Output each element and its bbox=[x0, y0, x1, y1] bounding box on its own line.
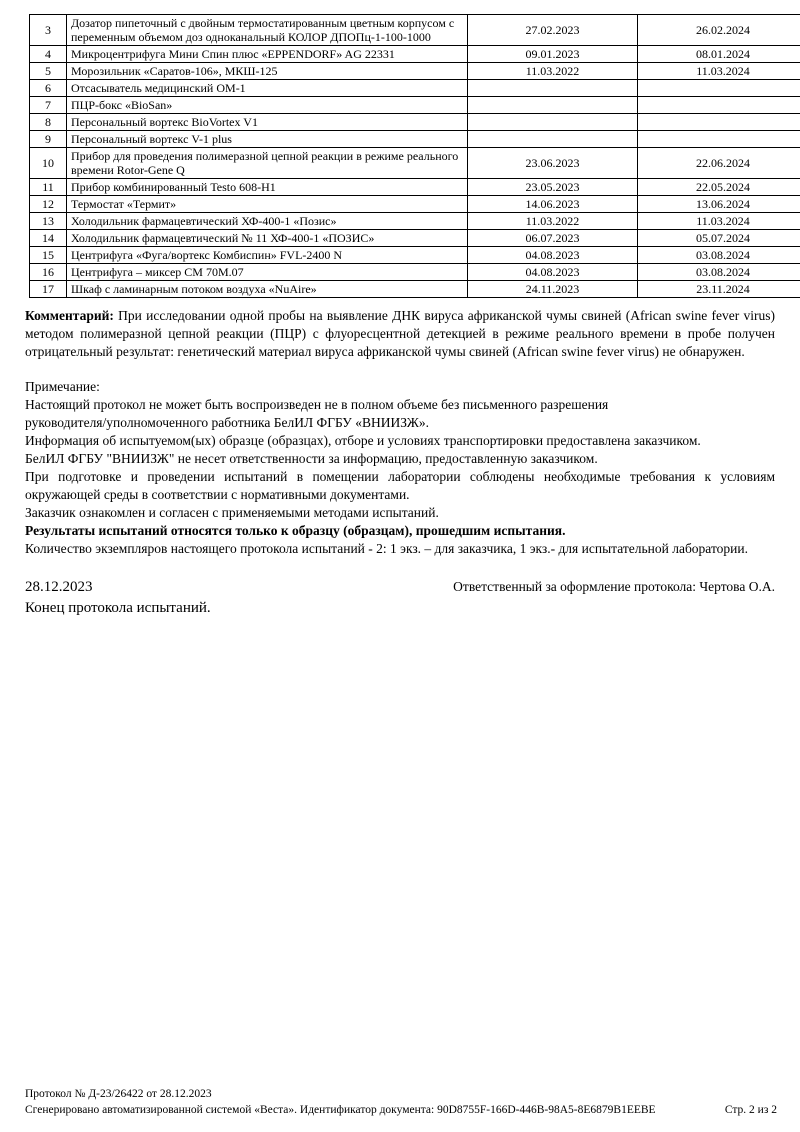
equipment-name-cell: Дозатор пипеточный с двойным термостатированным цветным корпусом с переменным объемом доз одноканальный КОЛОР ДПОПц-1-100-1000 bbox=[67, 15, 468, 46]
verification-date-cell bbox=[468, 97, 638, 114]
verification-date-cell: 11.03.2022 bbox=[468, 213, 638, 230]
row-number-cell: 10 bbox=[30, 148, 67, 179]
valid-until-date-cell: 08.01.2024 bbox=[638, 46, 800, 63]
equipment-name-cell: ПЦР-бокс «BioSan» bbox=[67, 97, 468, 114]
note-line: Примечание: bbox=[25, 379, 100, 394]
verification-date-cell: 27.02.2023 bbox=[468, 15, 638, 46]
note-line: Заказчик ознакомлен и согласен с применяемыми методами испытаний. bbox=[25, 505, 439, 520]
table-row bbox=[30, 15, 800, 46]
equipment-name-cell: Персональный вортекс BioVortex V1 bbox=[67, 114, 468, 131]
valid-until-date-cell: 03.08.2024 bbox=[638, 247, 800, 264]
row-number-cell: 5 bbox=[30, 63, 67, 80]
equipment-name-cell: Термостат «Термит» bbox=[67, 196, 468, 213]
valid-until-date-cell: 23.11.2024 bbox=[638, 281, 800, 298]
note-line: При подготовке и проведении испытаний в помещении лаборатории соблюдены необходимые требования к условиям окружающей среды в соответствии с нормативными документами. bbox=[25, 469, 775, 502]
signoff-date: 28.12.2023 bbox=[25, 579, 93, 595]
footer-generated-row bbox=[25, 1102, 777, 1118]
equipment-name-cell: Центрифуга – миксер СМ 70М.07 bbox=[67, 264, 468, 281]
signoff-section bbox=[25, 579, 775, 617]
row-number-cell: 6 bbox=[30, 80, 67, 97]
table-row bbox=[30, 179, 800, 196]
note-line: БелИЛ ФГБУ "ВНИИЗЖ" не несет ответственности за информацию, предоставленную заказчиком. bbox=[25, 451, 598, 466]
verification-date-cell bbox=[468, 131, 638, 148]
valid-until-date-cell bbox=[638, 97, 800, 114]
note-line: Информация об испытуемом(ых) образце (образцах), отборе и условиях транспортировки предоставлена заказчиком. bbox=[25, 433, 701, 448]
note-line: Настоящий протокол не может быть воспроизведен не в полном объеме без письменного разрешения bbox=[25, 397, 609, 412]
table-row bbox=[30, 63, 800, 80]
equipment-table-body bbox=[30, 15, 800, 298]
verification-date-cell: 14.06.2023 bbox=[468, 196, 638, 213]
end-of-protocol-line: Конец протокола испытаний. bbox=[25, 600, 211, 616]
valid-until-date-cell: 22.05.2024 bbox=[638, 179, 800, 196]
verification-date-cell bbox=[468, 114, 638, 131]
valid-until-date-cell: 13.06.2024 bbox=[638, 196, 800, 213]
row-number-cell: 17 bbox=[30, 281, 67, 298]
table-row bbox=[30, 97, 800, 114]
comment-text: При исследовании одной пробы на выявление ДНК вируса африканской чумы свиней (African swine fever virus) методом полимеразной цепной реакции (ПЦР) с флуоресцентной детекцией в режиме реального времени в пробе получен отрицательный результат: генетический материал вируса африканской чумы свиней (African swine fever virus) не обнаружен. bbox=[25, 308, 775, 359]
row-number-cell: 15 bbox=[30, 247, 67, 264]
notes-section bbox=[25, 378, 775, 558]
page-footer bbox=[25, 1086, 777, 1118]
verification-date-cell: 23.05.2023 bbox=[468, 179, 638, 196]
table-row bbox=[30, 46, 800, 63]
equipment-name-cell: Шкаф с ламинарным потоком воздуха «NuAire» bbox=[67, 281, 468, 298]
verification-date-cell: 23.06.2023 bbox=[468, 148, 638, 179]
equipment-name-cell: Холодильник фармацевтический ХФ-400-1 «Позис» bbox=[67, 213, 468, 230]
valid-until-date-cell bbox=[638, 80, 800, 97]
verification-date-cell: 11.03.2022 bbox=[468, 63, 638, 80]
signoff-row bbox=[25, 579, 775, 596]
table-row bbox=[30, 264, 800, 281]
table-row bbox=[30, 230, 800, 247]
equipment-name-cell: Прибор для проведения полимеразной цепной реакции в режиме реального времени Rotor-Gene Q bbox=[67, 148, 468, 179]
equipment-name-cell: Холодильник фармацевтический № 11 ХФ-400-1 «ПОЗИС» bbox=[67, 230, 468, 247]
table-row bbox=[30, 131, 800, 148]
comment-label: Комментарий: bbox=[25, 308, 114, 323]
verification-date-cell: 06.07.2023 bbox=[468, 230, 638, 247]
row-number-cell: 4 bbox=[30, 46, 67, 63]
signoff-responsible: Ответственный за оформление протокола: Чертова О.А. bbox=[453, 579, 775, 594]
row-number-cell: 7 bbox=[30, 97, 67, 114]
equipment-name-cell: Микроцентрифуга Мини Спин плюс «EPPENDORF» AG 22331 bbox=[67, 46, 468, 63]
row-number-cell: 3 bbox=[30, 15, 67, 46]
footer-generated-line: Сгенерировано автоматизированной системой «Веста». Идентификатор документа: 90D8755F-166D-446B-98A5-8E6879B1EEBE bbox=[25, 1104, 656, 1116]
valid-until-date-cell: 11.03.2024 bbox=[638, 63, 800, 80]
valid-until-date-cell bbox=[638, 131, 800, 148]
valid-until-date-cell: 22.06.2024 bbox=[638, 148, 800, 179]
table-row bbox=[30, 148, 800, 179]
table-row bbox=[30, 80, 800, 97]
note-line: Результаты испытаний относятся только к образцу (образцам), прошедшим испытания. bbox=[25, 523, 566, 538]
equipment-name-cell: Морозильник «Саратов-106», МКШ-125 bbox=[67, 63, 468, 80]
equipment-name-cell: Отсасыватель медицинский ОМ-1 bbox=[67, 80, 468, 97]
table-row bbox=[30, 213, 800, 230]
note-line: Количество экземпляров настоящего протокола испытаний - 2: 1 экз. – для заказчика, 1 экз.- для испытательной лаборатории. bbox=[25, 541, 748, 556]
valid-until-date-cell bbox=[638, 114, 800, 131]
verification-date-cell: 04.08.2023 bbox=[468, 264, 638, 281]
row-number-cell: 12 bbox=[30, 196, 67, 213]
verification-date-cell: 04.08.2023 bbox=[468, 247, 638, 264]
table-row bbox=[30, 281, 800, 298]
table-row bbox=[30, 247, 800, 264]
row-number-cell: 9 bbox=[30, 131, 67, 148]
table-row bbox=[30, 196, 800, 213]
valid-until-date-cell: 26.02.2024 bbox=[638, 15, 800, 46]
row-number-cell: 14 bbox=[30, 230, 67, 247]
document-content bbox=[25, 0, 775, 617]
valid-until-date-cell: 11.03.2024 bbox=[638, 213, 800, 230]
valid-until-date-cell: 05.07.2024 bbox=[638, 230, 800, 247]
equipment-name-cell: Центрифуга «Фуга/вортекс Комбиспин» FVL-2400 N bbox=[67, 247, 468, 264]
footer-protocol-line: Протокол № Д-23/26422 от 28.12.2023 bbox=[25, 1088, 212, 1100]
row-number-cell: 8 bbox=[30, 114, 67, 131]
row-number-cell: 11 bbox=[30, 179, 67, 196]
verification-date-cell bbox=[468, 80, 638, 97]
row-number-cell: 16 bbox=[30, 264, 67, 281]
note-line: руководителя/уполномоченного работника БелИЛ ФГБУ «ВНИИЗЖ». bbox=[25, 415, 430, 430]
equipment-table bbox=[29, 14, 800, 298]
row-number-cell: 13 bbox=[30, 213, 67, 230]
valid-until-date-cell: 03.08.2024 bbox=[638, 264, 800, 281]
comment-paragraph bbox=[25, 307, 775, 361]
verification-date-cell: 24.11.2023 bbox=[468, 281, 638, 298]
verification-date-cell: 09.01.2023 bbox=[468, 46, 638, 63]
footer-page-indicator: Стр. 2 из 2 bbox=[724, 1104, 777, 1116]
equipment-name-cell: Прибор комбинированный Testo 608-H1 bbox=[67, 179, 468, 196]
table-row bbox=[30, 114, 800, 131]
equipment-name-cell: Персональный вортекс V-1 plus bbox=[67, 131, 468, 148]
